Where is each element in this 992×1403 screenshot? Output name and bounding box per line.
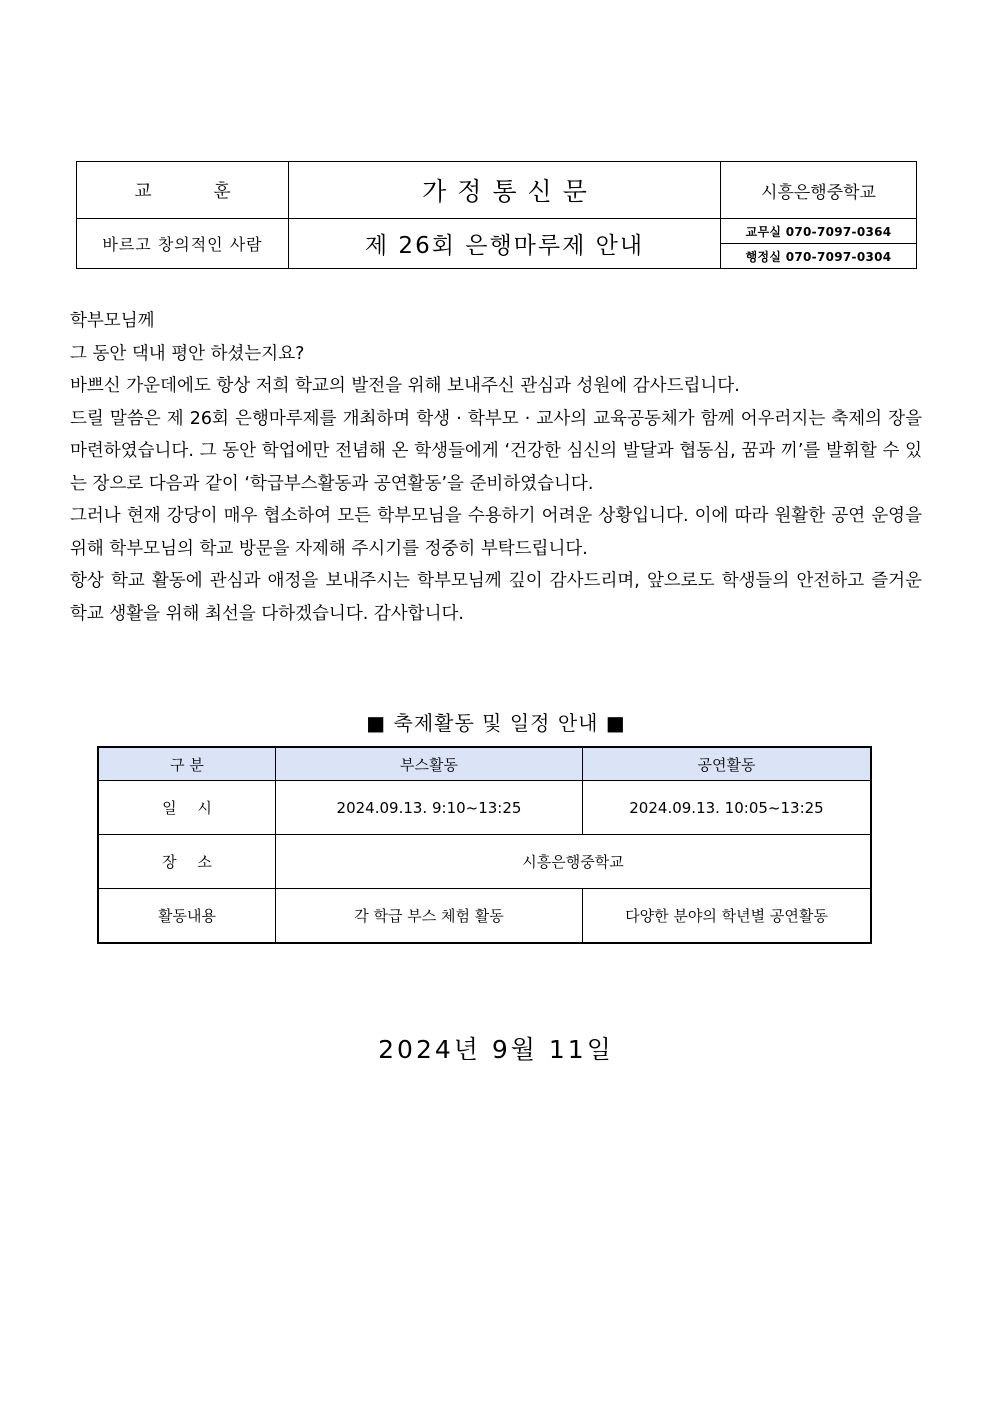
row-label-place: 장 소 [98, 835, 276, 889]
motto-cell [77, 219, 289, 269]
school-name: 시흥은행중학교 [761, 182, 876, 203]
performance-content: 다양한 분야의 학년별 공연활동 [583, 889, 872, 944]
header-performance: 공연활동 [583, 747, 872, 781]
subject: 제 26회 은행마루제 안내 [364, 233, 645, 259]
letter-paragraph: 드릴 말씀은 제 26회 은행마루제를 개최하며 학생 · 학부모 · 교사의 교육공동체가 함께 어우러지는 축제의 장을 마련하였습니다. 그 동안 학업에만 전념해 온 학생들에게 ‘건강한 심신의 발달과 협동심, 꿈과 끼’를 발휘할 수 있는 장으로 다음과 같이 ‘학급부스활동과 공연활동’을 준비하였습니다. [70, 408, 922, 494]
motto: 바르고 창의적인 사람 [102, 235, 263, 254]
schedule-title: ■ 축제활동 및 일정 안내 ■ [366, 711, 626, 735]
header-booth: 부스활동 [276, 747, 583, 781]
doc-title-cell [289, 162, 721, 219]
table-row [98, 889, 871, 944]
place-value: 시흥은행중학교 [276, 835, 872, 889]
table-header-row [98, 747, 871, 781]
letter-paragraph: 그러나 현재 강당이 매우 협소하여 모든 학부모님을 수용하기 어려운 상황입니다. 이에 따라 원활한 공연 운영을 위해 학부모님의 학교 방문을 자제해 주시기를 정중히 부탁드립니다. [70, 506, 922, 559]
phone-academic: 교무실 070-7097-0364 [721, 219, 917, 244]
table-row [98, 781, 871, 835]
header-category: 구 분 [98, 747, 276, 781]
letter-paragraph: 바쁘신 가운데에도 항상 저희 학교의 발전을 위해 보내주신 관심과 성원에 감사드립니다. [70, 376, 740, 396]
table-row [98, 835, 871, 889]
letter-paragraph: 항상 학교 활동에 관심과 애정을 보내주시는 학부모님께 깊이 감사드리며, 앞으로도 학생들의 안전하고 즐거운 학교 생활을 위해 최선을 다하겠습니다. 감사합니다. [70, 571, 922, 624]
booth-content: 각 학급 부스 체험 활동 [276, 889, 583, 944]
school-name-cell [721, 162, 917, 219]
performance-date: 2024.09.13. 10:05~13:25 [583, 781, 872, 835]
row-label-content: 활동내용 [98, 889, 276, 944]
letter-body [70, 305, 922, 630]
row-label-date: 일 시 [98, 781, 276, 835]
motto-label: 교 훈 [134, 181, 259, 202]
booth-date: 2024.09.13. 9:10~13:25 [276, 781, 583, 835]
header-table [76, 161, 917, 269]
doc-title: 가정통신문 [422, 177, 598, 206]
phone-admin: 행정실 070-7097-0304 [721, 244, 917, 269]
subject-cell [289, 219, 721, 269]
letter-paragraph: 그 동안 댁내 평안 하셨는지요? [70, 343, 305, 364]
schedule-table [97, 746, 872, 944]
motto-label-cell [77, 162, 289, 219]
issue-date: 2024년 9월 11일 [378, 1035, 614, 1064]
salutation: 학부모님께 [70, 311, 155, 331]
